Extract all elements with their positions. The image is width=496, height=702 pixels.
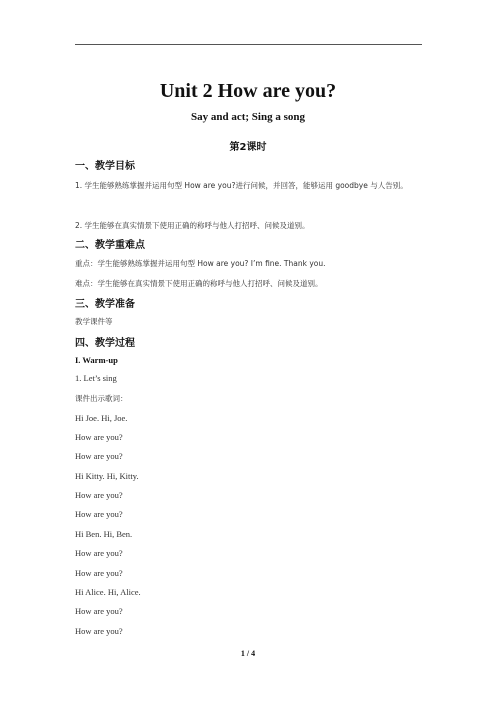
document-subtitle: Say and act; Sing a song — [190, 111, 305, 123]
lyric-line: How are you? — [75, 432, 123, 442]
page-number: 1 / 4 — [240, 649, 256, 658]
lyric-line: How are you? — [75, 451, 123, 461]
lyric-line: Hi Ben. Hi, Ben. — [75, 529, 133, 539]
lyric-line: How are you? — [75, 606, 123, 616]
warmup-heading: I. Warm-up — [75, 355, 118, 365]
goal-item-2: 2. 学生能够在真实情景下使用正确的称呼与他人打招呼、问候及道别。 — [75, 221, 310, 230]
preparation-text: 教学课件等 — [75, 317, 113, 326]
lyric-line: How are you? — [75, 490, 123, 500]
sing-step: 1. Let’s sing — [75, 373, 117, 383]
heading-process: 四、教学过程 — [75, 338, 135, 349]
lyric-line: How are you? — [75, 568, 123, 578]
lyric-line: How are you? — [75, 548, 123, 558]
header-rule — [75, 44, 422, 45]
lyric-line: Hi Kitty. Hi, Kitty. — [75, 471, 139, 481]
lyric-line: Hi Joe. Hi, Joe. — [75, 413, 128, 423]
lyric-line: How are you? — [75, 626, 123, 636]
goal-item-1: 1. 学生能够熟练掌握并运用句型 How are you?进行问候，并回答，能够运用 goodbye 与人告别。 — [75, 181, 408, 190]
difficult-point: 难点：学生能够在真实情景下使用正确的称呼与他人打招呼、问候及道别。 — [75, 279, 323, 288]
lyric-line: Hi Alice. Hi, Alice. — [75, 587, 141, 597]
lyrics-intro: 课件出示歌词： — [75, 394, 128, 403]
key-point: 重点：学生能够熟练掌握并运用句型 How are you? I’m fine. Thank you. — [75, 259, 326, 268]
document-title: Unit 2 How are you? — [159, 80, 337, 102]
lyric-line: How are you? — [75, 509, 123, 519]
heading-goals: 一、教学目标 — [75, 161, 135, 172]
heading-preparation: 三、教学准备 — [75, 299, 135, 310]
heading-key-points: 二、教学重难点 — [75, 240, 145, 251]
lesson-number: 第2课时 — [229, 142, 267, 153]
